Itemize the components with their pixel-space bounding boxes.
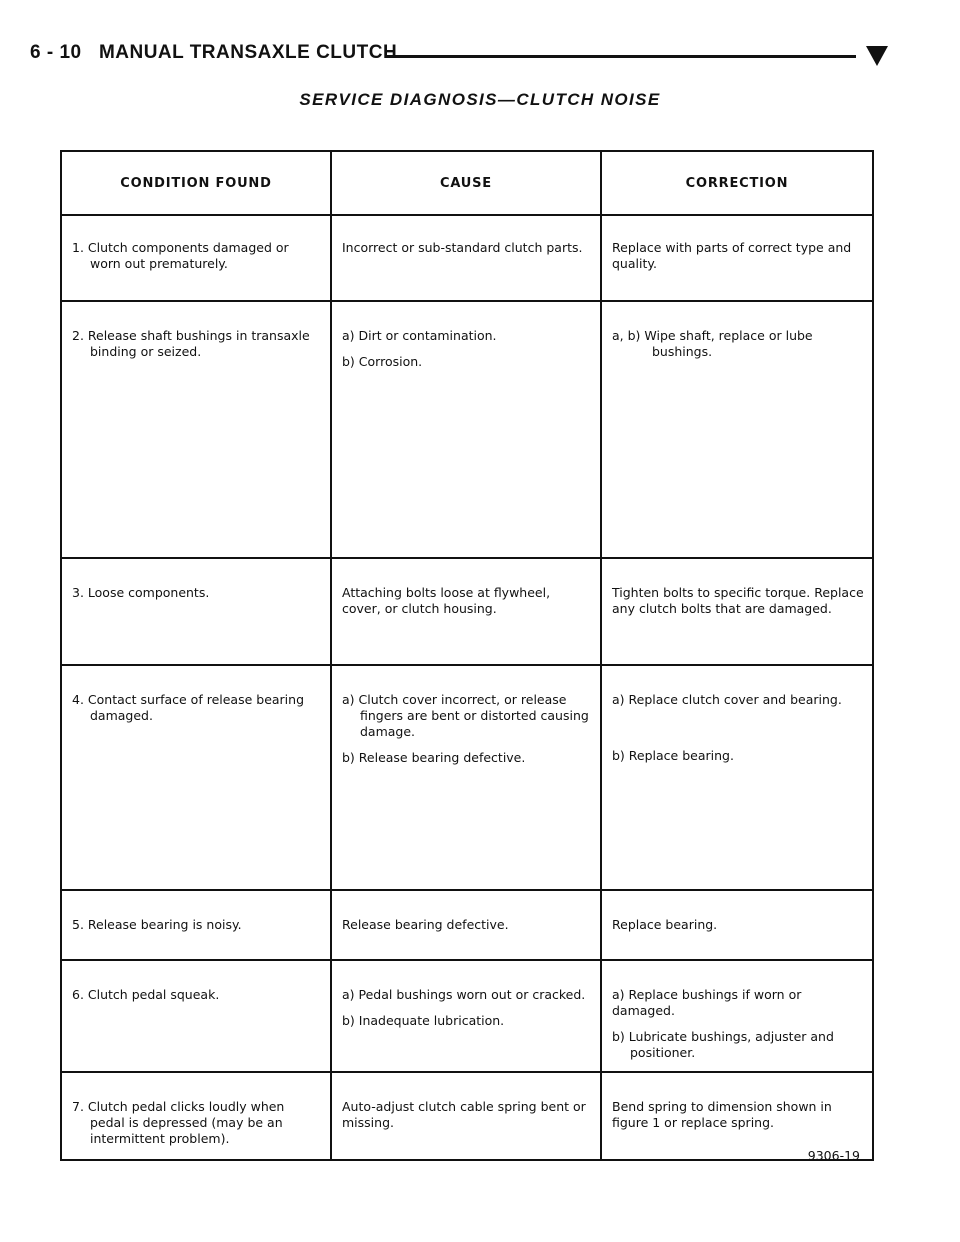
cause-text: a) Clutch cover incorrect, or release fingers are bent or distorted causing damage. [342,692,589,739]
table-row [61,1072,873,1160]
correction-cell [601,960,873,1072]
correction-text: Replace with parts of correct type and quality. [612,240,852,271]
table-row [61,558,873,665]
correction-cell [601,301,873,558]
condition-text: 2. Release shaft bushings in transaxle binding or seized. [72,328,310,359]
cause-text: Attaching bolts loose at flywheel, cover, or clutch housing. [342,585,551,616]
correction-text: a) Replace clutch cover and bearing. [612,692,842,707]
cause-cell [331,301,601,558]
condition-cell [61,890,331,960]
column-header-correction: CORRECTION [601,151,873,215]
figure-id: 9306-19 [807,1148,860,1163]
header-rule [385,55,856,58]
cause-cell [331,960,601,1072]
diagnosis-table [60,150,874,1161]
table-row [61,215,873,301]
header-text [30,42,397,64]
cause-text: a) Pedal bushings worn out or cracked. [342,987,586,1002]
correction-cell [601,215,873,301]
section-number: 6 - 10 [30,42,82,63]
correction-text: Replace bearing. [612,917,718,932]
table-row [61,960,873,1072]
condition-text: 6. Clutch pedal squeak. [72,987,220,1002]
condition-cell [61,301,331,558]
table-row [61,890,873,960]
header-title: MANUAL TRANSAXLE CLUTCH [98,42,398,63]
correction-text: b) Replace bearing. [612,748,734,763]
cause-text: Auto-adjust clutch cable spring bent or missing. [342,1099,586,1130]
condition-cell [61,665,331,890]
condition-cell [61,215,331,301]
correction-text: Tighten bolts to specific torque. Replace any clutch bolts that are damaged. [612,585,864,616]
correction-text: a, b) Wipe shaft, replace or lube bushings. [612,328,813,359]
correction-text: Bend spring to dimension shown in figure 1 or replace spring. [612,1099,832,1130]
cause-cell [331,665,601,890]
cause-cell [331,558,601,665]
correction-cell [601,665,873,890]
cause-text: Incorrect or sub-standard clutch parts. [342,240,583,255]
cause-text: Release bearing defective. [342,917,509,932]
cause-text: b) Release bearing defective. [342,750,526,765]
condition-text: 5. Release bearing is noisy. [72,917,242,932]
correction-cell [601,1072,873,1160]
page-title: SERVICE DIAGNOSIS—CLUTCH NOISE [299,90,661,109]
triangle-marker-icon [866,46,888,66]
correction-cell [601,890,873,960]
correction-text: a) Replace bushings if worn or damaged. [612,987,802,1018]
correction-text: b) Lubricate bushings, adjuster and positioner. [612,1029,834,1060]
correction-cell [601,558,873,665]
table-header-row [61,151,873,215]
condition-cell [61,1072,331,1160]
cause-text: a) Dirt or contamination. [342,328,497,343]
condition-text: 1. Clutch components damaged or worn out prematurely. [72,240,289,271]
cause-text: b) Corrosion. [342,354,423,369]
page-header [30,42,890,76]
cause-text: b) Inadequate lubrication. [342,1013,505,1028]
column-header-cause: CAUSE [331,151,601,215]
condition-cell [61,960,331,1072]
condition-text: 3. Loose components. [72,585,210,600]
condition-text: 4. Contact surface of release bearing damaged. [72,692,305,723]
table-row [61,301,873,558]
condition-text: 7. Clutch pedal clicks loudly when pedal is depressed (may be an intermittent problem). [72,1099,285,1146]
condition-cell [61,558,331,665]
column-header-condition: CONDITION FOUND [61,151,331,215]
cause-cell [331,890,601,960]
cause-cell [331,1072,601,1160]
table-row [61,665,873,890]
cause-cell [331,215,601,301]
